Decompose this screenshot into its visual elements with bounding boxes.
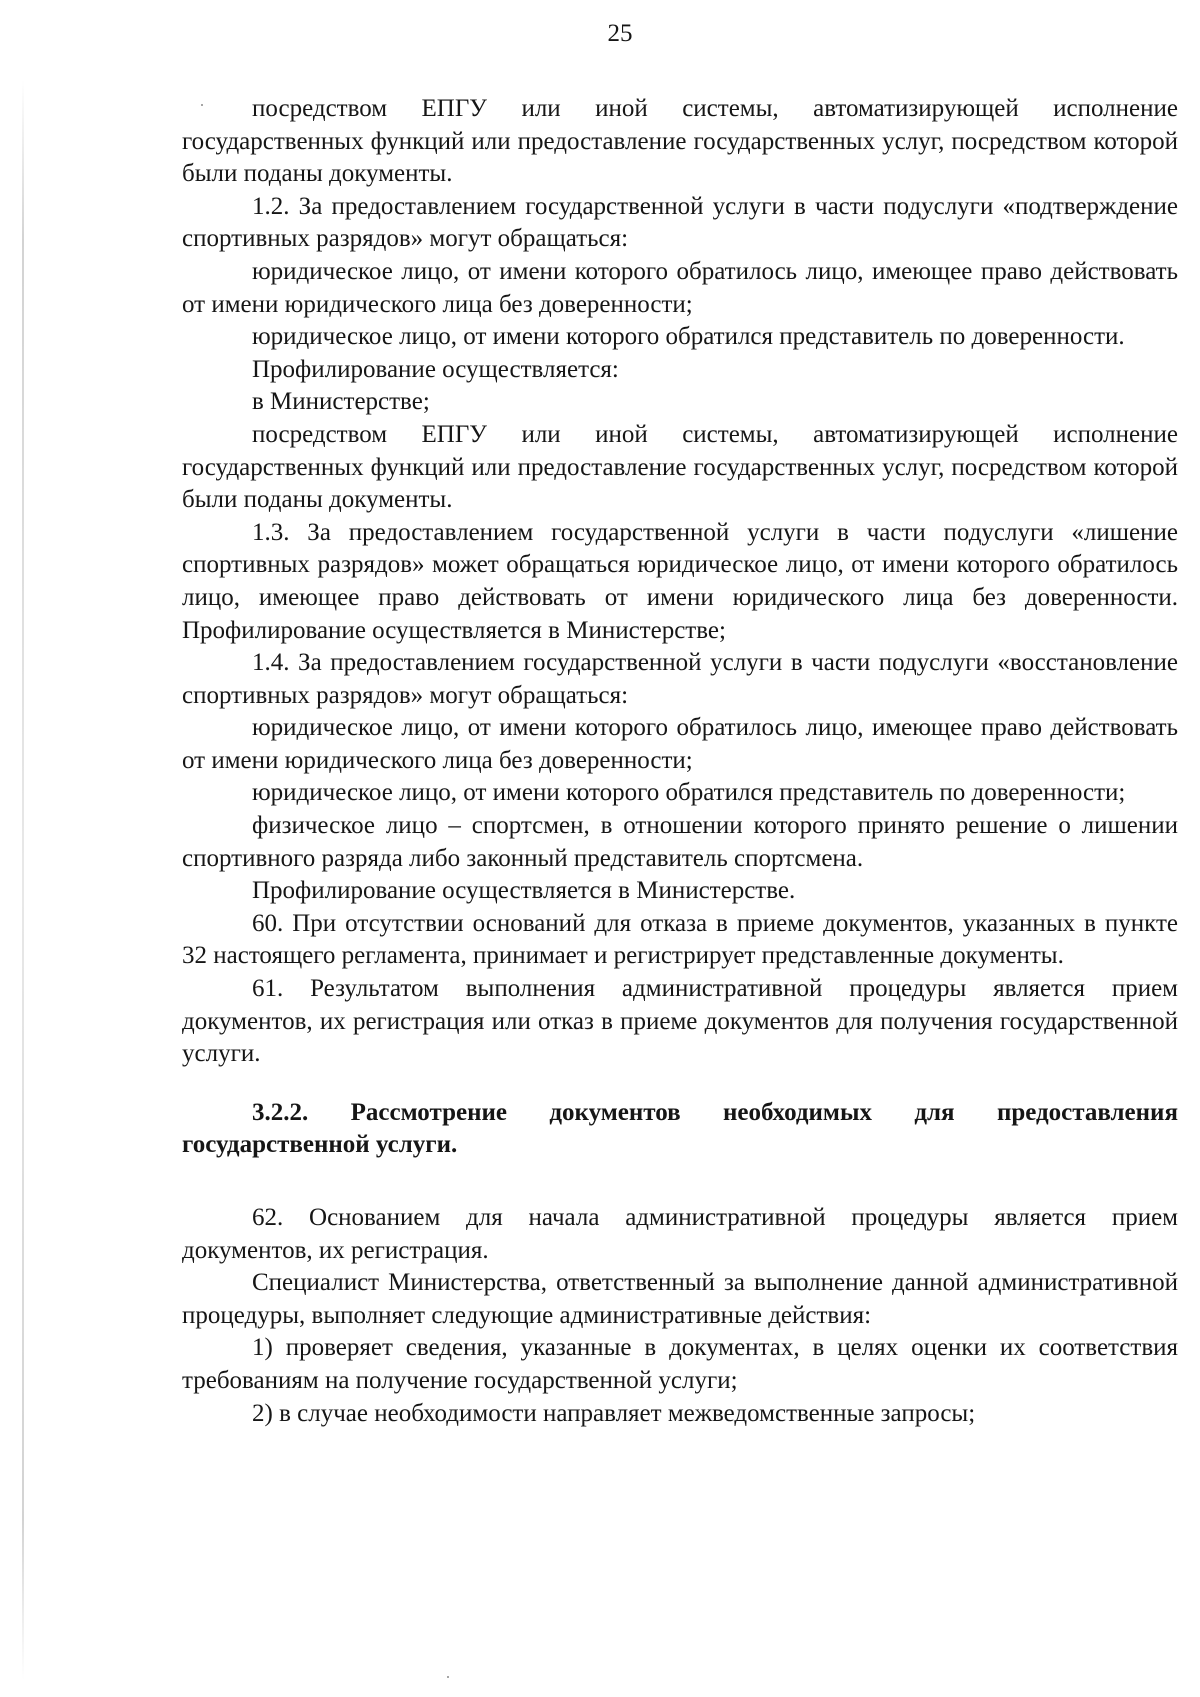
paragraph: в Министерстве; xyxy=(252,388,430,416)
paragraph: 62. Основанием для начала административной процедуры является прием документов, их регистрация. xyxy=(182,1204,1178,1264)
paragraph: 2) в случае необходимости направляет межведомственные запросы; xyxy=(252,1399,976,1427)
paragraph: юридическое лицо, от имени которого обратилось лицо, имеющее право действовать от имени юридического лица без доверенности; xyxy=(182,257,1178,318)
paragraph: 1.4. За предоставлением государственной услуги в части подуслуги «восстановление спортивных разрядов» могут обращаться: xyxy=(182,649,1178,709)
paragraph: Специалист Министерства, ответственный за выполнение данной административной процедуры, выполняет следующие административные действия: xyxy=(182,1269,1178,1329)
scan-speck xyxy=(447,1676,449,1678)
paragraph: 60. При отсутствии оснований для отказа в приеме документов, указанных в пункте 32 настоящего регламента, принимает и регистрирует представленные документы. xyxy=(182,909,1178,970)
paragraph: 61. Результатом выполнения административной процедуры является прием документов, их регистрация или отказ в приеме документов для получения государственной услуги. xyxy=(182,975,1178,1068)
paragraph: посредством ЕПГУ или иной системы, автоматизирующей исполнение государственных функций или предоставление государственных услуг, посредством которой были поданы документы. xyxy=(182,420,1178,514)
paragraph: Профилирование осуществляется: xyxy=(252,355,619,383)
paragraph: посредством ЕПГУ или иной системы, автоматизирующей исполнение государственных функций или предоставление государственных услуг, посредством которой были поданы документы. xyxy=(182,95,1178,188)
paragraph: юридическое лицо, от имени которого обратилось лицо, имеющее право действовать от имени юридического лица без доверенности; xyxy=(182,714,1178,774)
paragraph: 1.3. За предоставлением государственной услуги в части подуслуги «лишение спортивных разрядов» может обращаться юридическое лицо, от имени которого обратилось лицо, имеющее право действовать от имени юридического лица без доверенности. Профилирование осуществляется в Министерстве; xyxy=(182,518,1178,644)
paragraph: Профилирование осуществляется в Министерстве. xyxy=(252,877,796,905)
paragraph: физическое лицо – спортсмен, в отношении которого принято решение о лишении спортивного разряда либо законный представитель спортсмена. xyxy=(182,812,1178,872)
paragraph: 1) проверяет сведения, указанные в документах, в целях оценки их соответствия требованиям на получение государственной услуги; xyxy=(182,1334,1178,1394)
page-number: 25 xyxy=(607,20,633,47)
paragraph: 1.2. За предоставлением государственной услуги в части подуслуги «подтверждение спортивных разрядов» могут обращаться: xyxy=(182,192,1178,253)
paragraph: юридическое лицо, от имени которого обратился представитель по доверенности; xyxy=(252,779,1126,807)
scan-edge-shadow xyxy=(22,80,24,1680)
paragraph: юридическое лицо, от имени которого обратился представитель по доверенности. xyxy=(252,323,1125,351)
section-heading: 3.2.2. Рассмотрение документов необходимых для предоставления государственной услуги. xyxy=(182,1098,1178,1159)
document-body xyxy=(182,93,1178,1430)
scan-speck xyxy=(201,104,203,106)
